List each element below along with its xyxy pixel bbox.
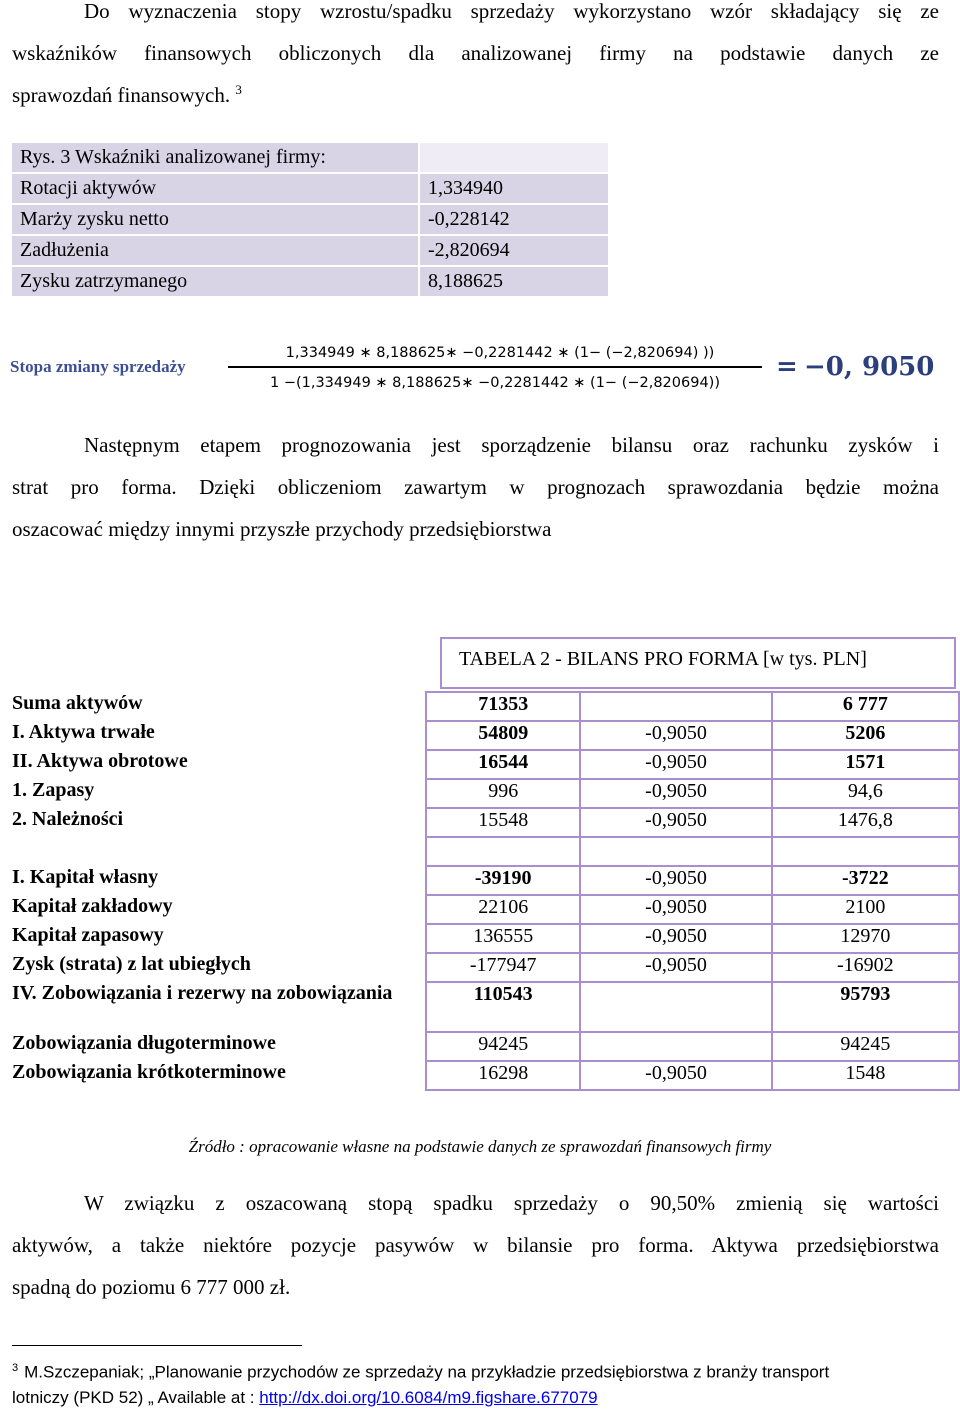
table-row: [8, 750, 959, 779]
row-label: [8, 837, 426, 866]
indicator-label: Zysku zatrzymanego: [11, 266, 419, 297]
para2-line-3: oszacować między innymi przyszłe przychody przedsiębiorstwa: [12, 517, 552, 541]
row-label: 2. Należności: [12, 808, 124, 830]
indicators-table: [10, 141, 610, 298]
table-row-empty: [8, 837, 959, 866]
footnote-text-2: lotniczy (PKD 52) „ Available at :: [12, 1387, 260, 1407]
indicators-row: [11, 204, 609, 235]
row-value-rate: -0,9050: [580, 895, 771, 924]
row-value-rate: -0,9050: [580, 866, 771, 895]
row-value-forecast: 1476,8: [772, 808, 959, 837]
intro-line-1: Do wyznaczenia stopy wzrostu/spadku sprzedaży wykorzystano wzór składający się ze: [84, 0, 939, 23]
row-value-base: [426, 837, 580, 866]
footnote-text-1: M.Szczepaniak; „Planowanie przychodów ze sprzedaży na przykładzie przedsiębiorstwa z branży transport: [24, 1362, 830, 1382]
footnote-number: 3: [12, 1362, 19, 1374]
row-value-forecast: 6 777: [772, 692, 959, 721]
indicator-label: Zadłużenia: [11, 235, 419, 266]
table-row: [8, 1032, 959, 1061]
indicators-row: [11, 266, 609, 297]
indicators-table-header-empty: [419, 142, 609, 173]
footnote-link[interactable]: http://dx.doi.org/10.6084/m9.figshare.677079: [259, 1387, 598, 1407]
row-value-base: 16298: [426, 1061, 580, 1090]
row-value-base: -177947: [426, 953, 580, 982]
indicators-row: [11, 173, 609, 204]
row-value-forecast: 1571: [772, 750, 959, 779]
row-label: Kapitał zakładowy: [12, 895, 173, 917]
indicators-table-header: [11, 142, 609, 173]
row-value-forecast: 94245: [772, 1032, 959, 1061]
table-row: [8, 692, 959, 721]
para2-line-1: Następnym etapem prognozowania jest sporządzenie bilansu oraz rachunku zysków i: [84, 433, 939, 457]
row-label: Zobowiązania krótkoterminowe: [12, 1061, 286, 1083]
formula-result: −0, 9050: [804, 352, 935, 382]
row-value-base: 54809: [426, 721, 580, 750]
table-row: [8, 924, 959, 953]
row-value-rate: -0,9050: [580, 924, 771, 953]
table-row: [8, 982, 959, 1032]
intro-line-3-text: sprawozdań finansowych.: [12, 83, 231, 107]
row-value-base: 16544: [426, 750, 580, 779]
balance-table-title: TABELA 2 - BILANS PRO FORMA [w tys. PLN]: [440, 637, 956, 689]
row-value-base: 22106: [426, 895, 580, 924]
table-row: [8, 1061, 959, 1090]
indicator-value: -0,228142: [419, 204, 609, 235]
table-row: [8, 866, 959, 895]
row-value-base: 94245: [426, 1032, 580, 1061]
row-label: I. Kapitał własny: [12, 866, 159, 888]
row-label: Zysk (strata) z lat ubiegłych: [12, 953, 251, 975]
table-source: Źródło : opracowanie własne na podstawie danych ze sprawozdań finansowych firmy: [188, 1137, 772, 1156]
row-value-forecast: 12970: [772, 924, 959, 953]
row-value-forecast: 5206: [772, 721, 959, 750]
row-label: II. Aktywa obrotowe: [12, 750, 188, 772]
formula-denominator: 1 −(1,334949 ∗ 8,188625∗ −0,2281442 ∗ (1− (−2,820694)): [269, 375, 721, 391]
para3-line-1: W związku z oszacowaną stopą spadku sprzedaży o 90,50% zmienią się wartości: [84, 1191, 939, 1215]
footnote: [12, 1356, 952, 1410]
formula-label: Stopa zmiany sprzedaży: [10, 357, 186, 376]
formula-numerator: 1,334949 ∗ 8,188625∗ −0,2281442 ∗ (1− (−2,820694) )): [285, 345, 715, 361]
row-value-forecast: 1548: [772, 1061, 959, 1090]
indicator-label: Rotacji aktywów: [11, 173, 419, 204]
row-value-rate: -0,9050: [580, 779, 771, 808]
table-row: [8, 953, 959, 982]
formula-fraction: [228, 340, 762, 398]
balance-table: [8, 691, 960, 1091]
row-value-rate: -0,9050: [580, 750, 771, 779]
row-value-forecast: 94,6: [772, 779, 959, 808]
footnote-line-2: [12, 1385, 952, 1410]
para3-line-2: aktywów, a także niektóre pozycje pasywów w bilansie pro forma. Aktywa przedsiębiorstwa: [12, 1233, 939, 1257]
intro-line-3: [12, 74, 939, 116]
indicator-value: 8,188625: [419, 266, 609, 297]
table-row: [8, 721, 959, 750]
table-row: [8, 808, 959, 837]
formula-equals: =: [776, 352, 798, 382]
row-label: I. Aktywa trwałe: [12, 721, 155, 743]
indicator-value: 1,334940: [419, 173, 609, 204]
indicator-value: -2,820694: [419, 235, 609, 266]
row-label: Zobowiązania długoterminowe: [12, 1032, 276, 1054]
row-value-rate: [580, 1032, 771, 1061]
row-value-rate: -0,9050: [580, 1061, 771, 1090]
row-label: Kapitał zapasowy: [12, 924, 164, 946]
row-value-base: -39190: [426, 866, 580, 895]
row-value-forecast: 2100: [772, 895, 959, 924]
row-value-rate: [580, 982, 771, 1032]
para2-line-2: strat pro forma. Dzięki obliczeniom zawartym w prognozach sprawozdania będzie można: [12, 475, 939, 499]
indicators-table-title: Rys. 3 Wskaźniki analizowanej firmy:: [11, 142, 419, 173]
row-value-base: 996: [426, 779, 580, 808]
row-value-rate: [580, 692, 771, 721]
indicators-row: [11, 235, 609, 266]
row-value-rate: -0,9050: [580, 808, 771, 837]
row-label: 1. Zapasy: [12, 779, 95, 801]
table-row: [8, 895, 959, 924]
row-value-forecast: -16902: [772, 953, 959, 982]
row-value-forecast: 95793: [772, 982, 959, 1032]
row-label: Suma aktywów: [12, 692, 143, 714]
row-value-rate: [580, 837, 771, 866]
row-label: IV. Zobowiązania i rezerwy na zobowiązania: [12, 982, 393, 1004]
row-value-rate: -0,9050: [580, 953, 771, 982]
intro-line-2: wskaźników finansowych obliczonych dla analizowanej firmy na podstawie danych ze: [12, 41, 939, 65]
row-value-forecast: [772, 837, 959, 866]
row-value-rate: -0,9050: [580, 721, 771, 750]
footnote-separator: [12, 1345, 302, 1346]
row-value-base: 71353: [426, 692, 580, 721]
footnote-line-1: [12, 1356, 952, 1385]
footnote-ref[interactable]: 3: [235, 82, 242, 97]
row-value-base: 15548: [426, 808, 580, 837]
para3-line-3: spadną do poziomu 6 777 000 zł.: [12, 1275, 291, 1299]
row-value-forecast: -3722: [772, 866, 959, 895]
indicator-label: Marży zysku netto: [11, 204, 419, 235]
row-value-base: 110543: [426, 982, 580, 1032]
row-value-base: 136555: [426, 924, 580, 953]
table-row: [8, 779, 959, 808]
